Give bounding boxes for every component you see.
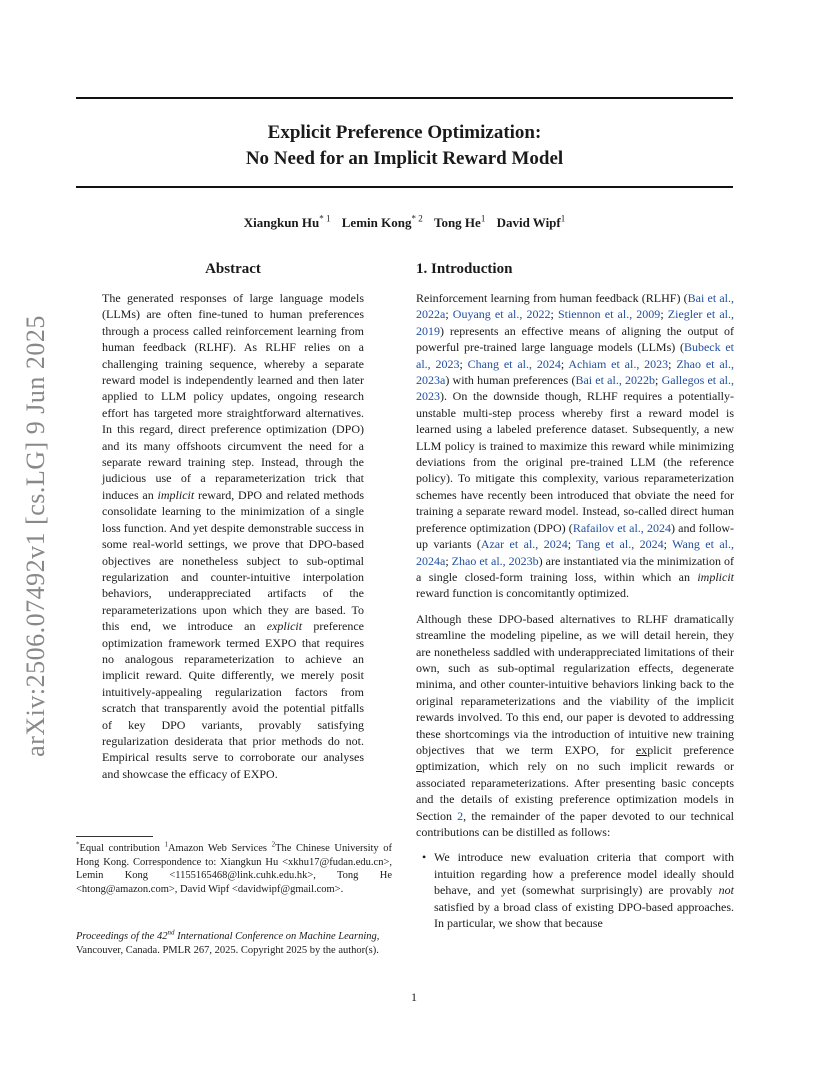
arxiv-id-text: arXiv:2506.07492v1 [cs.LG] 9 Jun 2025 <box>21 315 50 757</box>
contribution-list <box>416 849 734 931</box>
author-affiliation-mark: 1 <box>480 213 486 224</box>
citation-link[interactable]: Bai et al., 2022b <box>575 373 656 388</box>
title-top-rule <box>76 97 733 99</box>
title-line-2: No Need for an Implicit Reward Model <box>245 148 564 169</box>
title-line-1: Explicit Preference Optimization: <box>267 122 542 143</box>
citation-link[interactable]: Ouyang et al., 2022 <box>452 307 551 322</box>
contribution-bullet: • We introduce new evaluation criteria that comport with intuition regarding how a preference model ideally should behave, and yet (somewhat surprisingly) are provably not satisfied by a broad class of existing DPO-based approaches. In particular, we show that because <box>416 849 734 931</box>
citation-link[interactable]: Ziegler et al., 2019 <box>416 307 734 338</box>
citation-link[interactable]: Achiam et al., 2023 <box>568 356 669 371</box>
paper-title <box>76 120 733 172</box>
citation-link[interactable]: Gallegos et al., 2023 <box>416 373 734 404</box>
citation-link[interactable]: Chang et al., 2024 <box>467 356 561 371</box>
citation-link[interactable]: Rafailov et al., 2024 <box>572 520 671 535</box>
title-bottom-rule <box>76 186 733 188</box>
author: Xiangkun Hu$^{* 1}$ <box>243 213 331 230</box>
proceedings-note: Proceedings of the 42nd International Conference on Machine Learning, Vancouver, Canada. PMLR 267, 2025. Copyright 2025 by the author(s). <box>76 928 380 956</box>
author-affiliation-mark: * 2 <box>411 213 423 224</box>
citation-link[interactable]: Tang et al., 2024 <box>576 537 664 552</box>
footnote-rule <box>76 836 153 837</box>
section-heading-introduction: 1. Introduction <box>416 261 513 277</box>
citation-link[interactable]: Bai et al., 2022a <box>416 291 734 322</box>
citation-link[interactable]: Zhao et al., 2023b <box>451 553 539 568</box>
citation-link[interactable]: Stiennon et al., 2009 <box>557 307 661 322</box>
intro-paragraph-2: Although these DPO-based alternatives to RLHF dramatically streamline the modeling pipeline, as we will detail herein, they are nonetheless saddled with underappreciated limitations of their own, such as sub-optimal regularization effects, degenerate minima, and other counter-intuitive behaviors linking back to the original reparameterizations and the viability of the implicit rewards involved. To this end, our paper is devoted to addressing these shortcomings via the introduction of intuitive new training objectives that we term EXPO, for explicit preference optimization, which rely on no such implicit rewards or associated reparameterizations. After presenting basic concepts and the details of existing preference optimization models in Section 2, the remainder of the paper devoted to our technical contributions can be distilled as follows: <box>416 611 734 839</box>
abstract-text: The generated responses of large language models (LLMs) are often fine-tuned to human preferences through a process called reinforcement learning from human feedback (RLHF). As RLHF relies on a challenging training sequence, whereby a separate reward model is independently learned and then later applied to LLM policy updates, ongoing research effort has targeted more straightforward alternatives. In this regard, direct preference optimization (DPO) and its many offshoots circumvent the need for a separate reward training step. Instead, through the judicious use of a reparameterization trick that induces an implicit reward, DPO and related methods consolidate learning to the minimization of a single loss function. And yet despite demonstrable success in some real-world settings, we prove that DPO-based objectives are nonetheless subject to sub-optimal regularization and counter-intuitive interpolation behaviors, underappreciated artifacts of the reparameterizations upon which they are based. To this end, we introduce an explicit preference optimization framework termed EXPO that requires no analogous reparameterization to achieve an implicit reward. Quite differently, we merely posit intuitively-appealing regularization factors from scratch that transparently avoid the potential pitfalls of key DPO variants, provably satisfying regularization desiderata that prior methods do not. Empirical results serve to corroborate our analyses and showcase the efficacy of EXPO. <box>102 291 365 781</box>
right-column <box>416 258 734 931</box>
left-column <box>102 258 364 782</box>
author: David Wipf$^1$ <box>496 213 566 230</box>
citation-link[interactable]: Zhao et al., 2023a <box>416 356 734 388</box>
author-affiliation-mark: 1 <box>560 213 566 224</box>
author: Tong He$^1$ <box>433 213 486 230</box>
affiliation-footnote: *Equal contribution $^1$Amazon Web Services $^2$The Chinese University of Hong Kong. Correspondence to: Xiangkun Hu <xkhu17@fudan.edu.cn>, Lemin Kong <1155165468@link.cuhk.edu.hk>, Tong He <htong@amazon.com>, David Wipf <davidwipf@gmail.com>. <box>76 840 392 895</box>
intro-paragraph-1: Reinforcement learning from human feedback (RLHF) (Bai et al., 2022a; Ouyang et al., 2022; Stiennon et al., 2009; Ziegler et al., 2019) represents an effective means of aligning the output of powerful pre-trained large language models (LLMs) (Bubeck et al., 2023; Chang et al., 2024; Achiam et al., 2023; Zhao et al., 2023a) with human preferences (Bai et al., 2022b; Gallegos et al., 2023). On the downside though, RLHF requires a potentially-unstable multi-step process whereby first a reward model is learned using a labeled preference dataset. Subsequently, a new LLM policy is trained to maximize this reward while minimizing deviations from the original pre-trained LLM (the reference policy). To mitigate this complexity, various reparameterization schemes have recently been introduced that obviate the need for training a separate reward model. Instead, so-called direct human preference optimization (DPO) (Rafailov et al., 2024) and follow-up variants (Azar et al., 2024; Tang et al., 2024; Wang et al., 2024a; Zhao et al., 2023b) are instantiated via the minimization of a single closed-form training loss, within which an implicit reward function is concomitantly optimized. <box>416 291 735 601</box>
citation-link[interactable]: Azar et al., 2024 <box>480 537 568 552</box>
section-reference-link[interactable]: 2 <box>457 808 464 823</box>
page-number: 1 <box>411 990 417 1004</box>
author: Lemin Kong$^{* 2}$ <box>341 213 423 230</box>
abstract-heading: Abstract <box>205 261 261 277</box>
citation-link[interactable]: Bubeck et al., 2023 <box>416 340 734 371</box>
author-list <box>76 215 733 231</box>
citation-link[interactable]: Wang et al., 2024a <box>416 537 734 568</box>
author-affiliation-mark: * 1 <box>319 213 331 224</box>
